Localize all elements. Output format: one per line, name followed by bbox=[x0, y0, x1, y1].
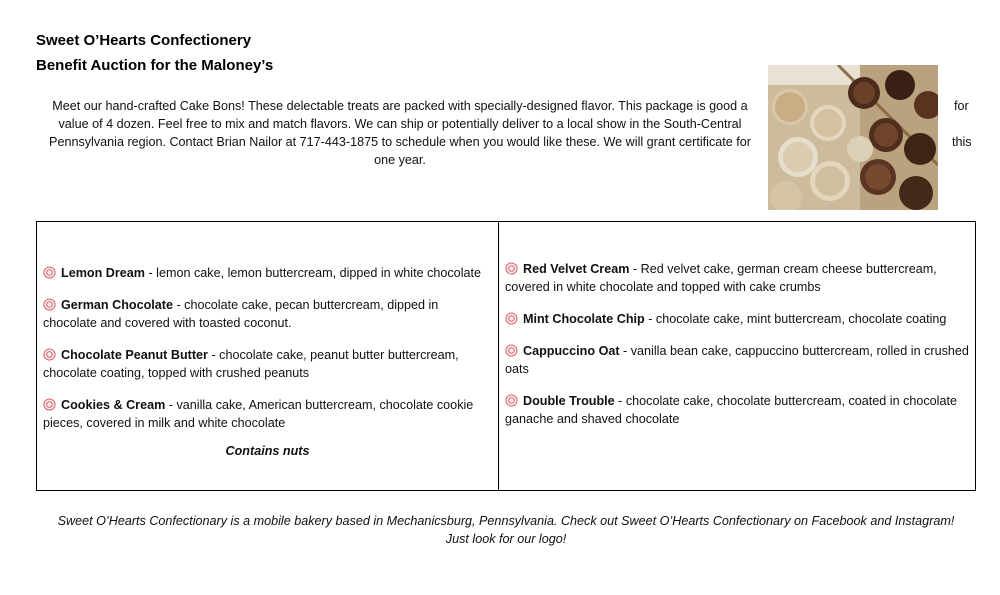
flavor-name: German Chocolate bbox=[61, 298, 173, 312]
company-title: Sweet O’Hearts Confectionery bbox=[36, 32, 252, 49]
flavor-name: Cappuccino Oat bbox=[523, 344, 620, 358]
candy-icon bbox=[505, 312, 518, 325]
flavor-name: Red Velvet Cream bbox=[523, 262, 630, 276]
candy-icon bbox=[43, 348, 56, 361]
intro-paragraph: Meet our hand-crafted Cake Bons! These delectable treats are packed with specially-designed flavor. This package is good a value of 4 dozen. Feel free to mix and match flavors. We can ship or potentially deliver to a local show in the South-Central Pennsylvania region. Contact Brian Nailor at 717-443-1875 to schedule when you would like these. We will grant certificate for one year. bbox=[49, 99, 751, 167]
candy-icon bbox=[43, 398, 56, 411]
flavor-item bbox=[505, 392, 969, 428]
footer-line-2: Just look for our logo! bbox=[445, 532, 567, 546]
candy-icon bbox=[43, 298, 56, 311]
flavor-desc: - Red velvet cake, german cream cheese buttercream, covered in white chocolate and topped with cake crumbs bbox=[505, 262, 937, 294]
flavor-desc: - chocolate cake, mint buttercream, chocolate coating bbox=[644, 312, 947, 326]
intro-word-this: this bbox=[952, 135, 972, 149]
flavor-desc: - chocolate cake, peanut butter buttercream, chocolate coating, topped with crushed peanuts bbox=[43, 348, 459, 380]
flavor-name: Double Trouble bbox=[523, 394, 615, 408]
candy-icon bbox=[505, 344, 518, 357]
flavor-name: Cookies & Cream bbox=[61, 398, 166, 412]
flavor-item bbox=[43, 296, 492, 332]
flavor-table bbox=[36, 221, 976, 491]
flavor-item bbox=[43, 396, 492, 432]
flavor-desc: - vanilla bean cake, cappuccino buttercream, rolled in crushed oats bbox=[505, 344, 969, 376]
flavor-desc: - vanilla cake, American buttercream, chocolate cookie pieces, covered in milk and white chocolate bbox=[43, 398, 474, 430]
allergy-note: Contains nuts bbox=[225, 444, 310, 458]
flavor-name: Lemon Dream bbox=[61, 266, 145, 280]
flavor-item bbox=[505, 342, 969, 378]
flavor-name: Chocolate Peanut Butter bbox=[61, 348, 208, 362]
cake-bons-photo bbox=[768, 65, 938, 210]
flavor-item bbox=[43, 264, 492, 282]
candy-icon bbox=[505, 394, 518, 407]
flavor-name: Mint Chocolate Chip bbox=[523, 312, 645, 326]
flavor-item bbox=[43, 346, 492, 382]
event-title: Benefit Auction for the Maloney’s bbox=[36, 57, 274, 74]
candy-icon bbox=[43, 266, 56, 279]
flavor-column-right bbox=[499, 222, 975, 490]
flavor-column-left bbox=[37, 222, 499, 490]
candy-icon bbox=[505, 262, 518, 275]
footer bbox=[36, 512, 976, 548]
flavor-item bbox=[505, 310, 969, 328]
flavor-item bbox=[505, 260, 969, 296]
flavor-desc: - chocolate cake, pecan buttercream, dipped in chocolate and covered with toasted coconut. bbox=[43, 298, 439, 330]
flavor-desc: - chocolate cake, chocolate buttercream, coated in chocolate ganache and shaved chocolate bbox=[505, 394, 957, 426]
flavor-desc: - lemon cake, lemon buttercream, dipped in white chocolate bbox=[144, 266, 481, 280]
intro-word-for: for bbox=[954, 99, 969, 113]
footer-line-1: Sweet O’Hearts Confectionary is a mobile bakery based in Mechanicsburg, Pennsylvania. Check out Sweet O’Hearts Confectionary on Facebook and Instagram! bbox=[57, 514, 955, 528]
